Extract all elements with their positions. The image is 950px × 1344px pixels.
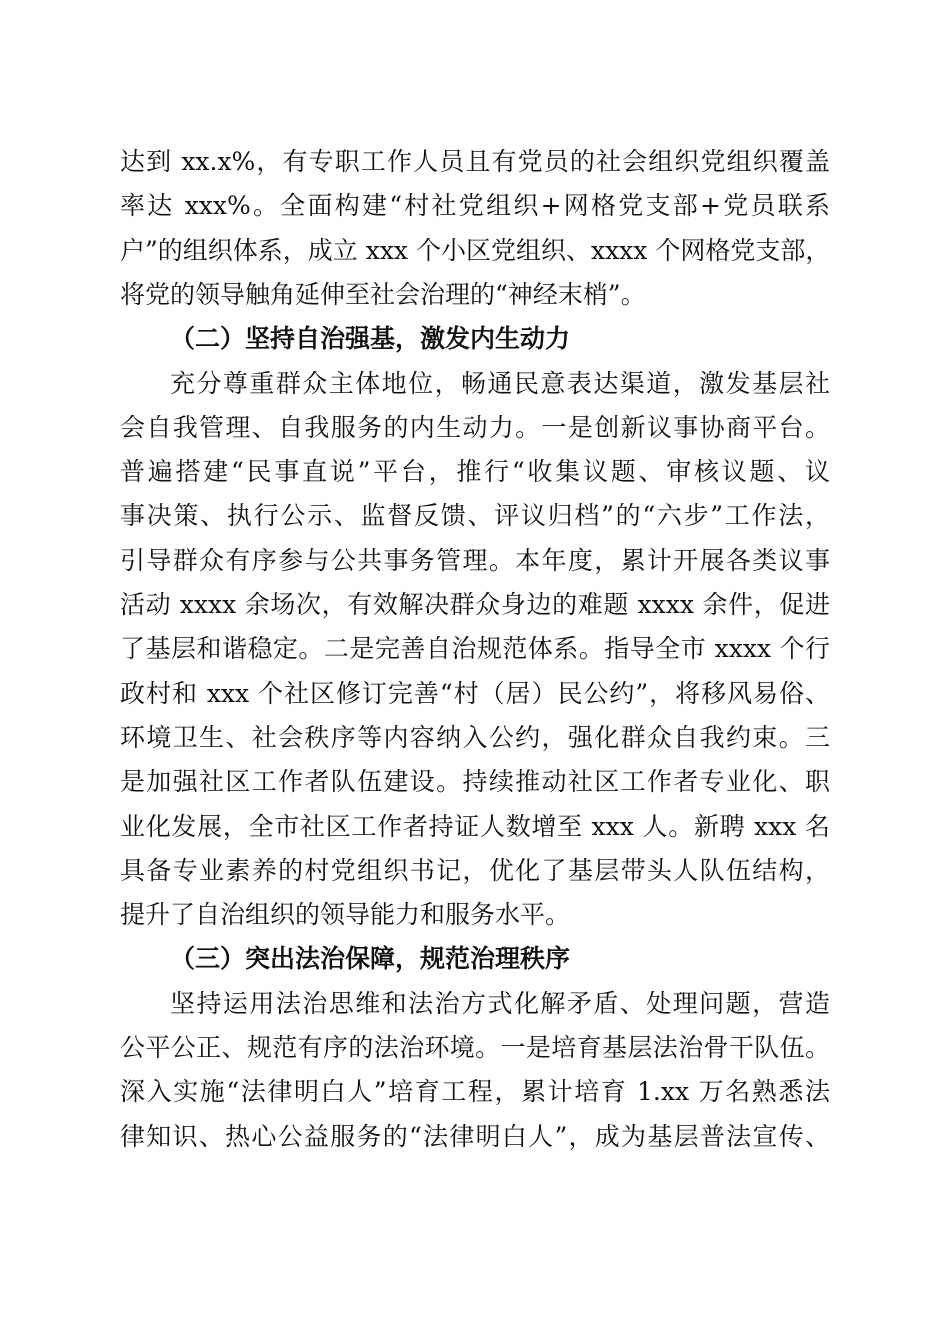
paragraph-line: 了基层和谐稳定。二是完善自治规范体系。指导全市 xxxx 个行 [120,634,830,664]
paragraph-line: 事决策、执行公示、监督反馈、评议归档”的“六步”工作法， [120,501,830,531]
paragraph-line: 率达 xxx%。全面构建“村社党组织+网格党支部+党员联系 [120,191,830,221]
paragraph-line: 公平公正、规范有序的法治环境。一是培育基层法治骨干队伍。 [120,1033,830,1062]
paragraph-line: 将党的领导触角延伸至社会治理的“神经末梢”。 [120,279,646,309]
paragraph-line: 提升了自治组织的领导能力和服务水平。 [120,900,571,930]
paragraph-line: 达到 xx.x%，有专职工作人员且有党员的社会组织党组织覆盖 [120,147,830,176]
paragraph-line: 引导群众有序参与公共事务管理。本年度，累计开展各类议事 [120,545,830,575]
paragraph-line: 户”的组织体系，成立 xxx 个小区党组织、xxxx 个网格党支部， [120,235,830,265]
paragraph-line: 律知识、热心公益服务的“法律明白人”，成为基层普法宣传、 [120,1121,830,1151]
paragraph-line: 环境卫生、社会秩序等内容纳入公约，强化群众自我约束。三 [120,722,830,752]
paragraph-line: 会自我管理、自我服务的内生动力。一是创新议事协商平台。 [120,412,830,442]
paragraph-line: 普遍搭建“民事直说”平台，推行“收集议题、审核议题、议 [120,457,830,487]
paragraph-line: 业化发展，全市社区工作者持证人数增至 xxx 人。新聘 xxx 名 [120,811,830,841]
paragraph-line: 政村和 xxx 个社区修订完善“村（居）民公约”，将移风易俗、 [120,678,830,708]
paragraph-line: 坚持运用法治思维和法治方式化解矛盾、处理问题，营造 [170,988,830,1018]
paragraph-line: 是加强社区工作者队伍建设。持续推动社区工作者专业化、职 [120,767,830,797]
paragraph-line: 具备专业素养的村党组织书记，优化了基层带头人队伍结构， [120,855,830,885]
section-heading: （三）突出法治保障，规范治理秩序 [170,944,571,974]
section-heading: （二）坚持自治强基，激发内生动力 [170,324,571,354]
paragraph-line: 深入实施“法律明白人”培育工程，累计培育 1.xx 万名熟悉法 [120,1077,830,1107]
paragraph-line: 活动 xxxx 余场次，有效解决群众身边的难题 xxxx 余件，促进 [120,590,830,619]
paragraph-line: 充分尊重群众主体地位，畅通民意表达渠道，激发基层社 [170,368,830,398]
